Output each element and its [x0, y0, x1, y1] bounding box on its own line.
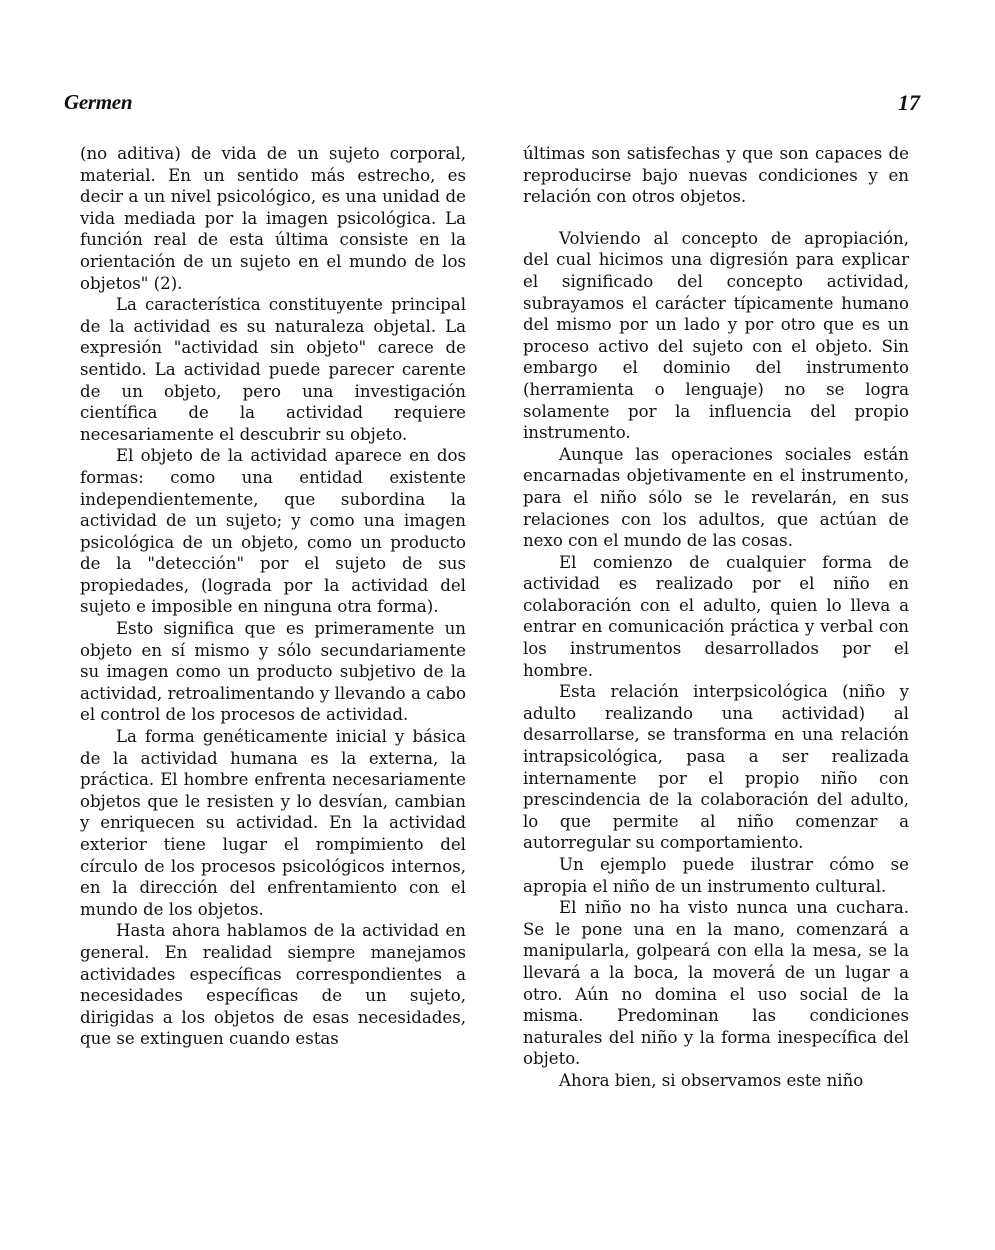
paragraph: La forma genéticamente inicial y básica de la actividad humana es la externa, la práctica. El hombre enfrenta necesariamente objetos que le resisten y lo desvían, cambian y enriquecen su actividad. En la actividad exterior tiene lugar el rompimiento del círculo de los procesos psicológicos internos, en la dirección del enfrentamiento con el mundo de los objetos.	[80, 727, 466, 919]
paragraph: últimas son satisfechas y que son capaces de reproducirse bajo nuevas condiciones y en relación con otros objetos.	[523, 144, 909, 207]
paragraph: Aunque las operaciones sociales están encarnadas objetivamente en el instrumento, para el niño sólo se le revelarán, en sus relaciones con los adultos, que actúan de nexo con el mundo de las cosas.	[523, 444, 909, 551]
paragraph: Volviendo al concepto de apropiación, del cual hicimos una digresión para explicar el significado del concepto actividad, subrayamos el carácter típicamente humano del mismo por un lado y por otro que es un proceso activo del sujeto con el objeto. Sin embargo el dominio del instrumento (herramienta o lenguaje) no se logra solamente por la influencia del propio instrumento.	[523, 228, 909, 443]
page-number: 17	[898, 90, 920, 115]
paragraph: Hasta ahora hablamos de la actividad en general. En realidad siempre manejamos actividades específicas correspondientes a necesidades específicas de un sujeto, dirigidas a los objetos de esas necesidades, que se extinguen cuando estas	[80, 921, 466, 1049]
paragraph: (no aditiva) de vida de un sujeto corporal, material. En un sentido más estrecho, es decir a un nivel psicológico, es una unidad de vida mediada por la imagen psicológica. La función real de esta última consiste en la orientación de un sujeto en el mundo de los objetos" (2).	[80, 144, 466, 293]
left-column	[80, 143, 466, 1050]
paragraph: Esto significa que es primeramente un objeto en sí mismo y sólo secundariamente su imagen como un producto subjetivo de la actividad, retroalimentando y llevando a cabo el control de los procesos de actividad.	[80, 619, 466, 725]
paragraph: La característica constituyente principal de la actividad es su naturaleza objetal. La expresión "actividad sin objeto" carece de sentido. La actividad puede parecer carente de un objeto, pero una investigación científica de la actividad requiere necesariamente el descubrir su objeto.	[80, 295, 466, 444]
running-title: Germen	[64, 90, 133, 114]
paragraph: Ahora bien, si observamos este niño	[559, 1070, 864, 1090]
page-header	[64, 90, 920, 116]
paragraph: Un ejemplo puede ilustrar cómo se apropia el niño de un instrumento cultural.	[523, 855, 909, 896]
paragraph: El comienzo de cualquier forma de actividad es realizado por el niño en colaboración con el adulto, quien lo lleva a entrar en comunicación práctica y verbal con los instrumentos desarrollados por el hombre.	[523, 552, 909, 680]
paragraph: El niño no ha visto nunca una cuchara. Se le pone una en la mano, comenzará a manipularla, golpeará con ella la mesa, se la llevará a la boca, la moverá de un lugar a otro. Aún no domina el uso social de la misma. Predominan las condiciones naturales del niño y la forma inespecífica del objeto.	[523, 898, 909, 1069]
right-column	[523, 143, 909, 1092]
paragraph: Esta relación interpsicológica (niño y adulto realizando una actividad) al desarrollarse, se transforma en una relación intrapsicológica, pasa a ser realizada internamente por el propio niño con prescindencia de la colaboración del adulto, lo que permite al niño comenzar a autorregular su comportamiento.	[523, 682, 909, 853]
paragraph: El objeto de la actividad aparece en dos formas: como una entidad existente independientemente, que subordina la actividad de un sujeto; y como una imagen psicológica de un objeto, como un producto de la "detección" por el sujeto de sus propiedades, (lograda por la actividad del sujeto e imposible en ninguna otra forma).	[80, 446, 466, 617]
